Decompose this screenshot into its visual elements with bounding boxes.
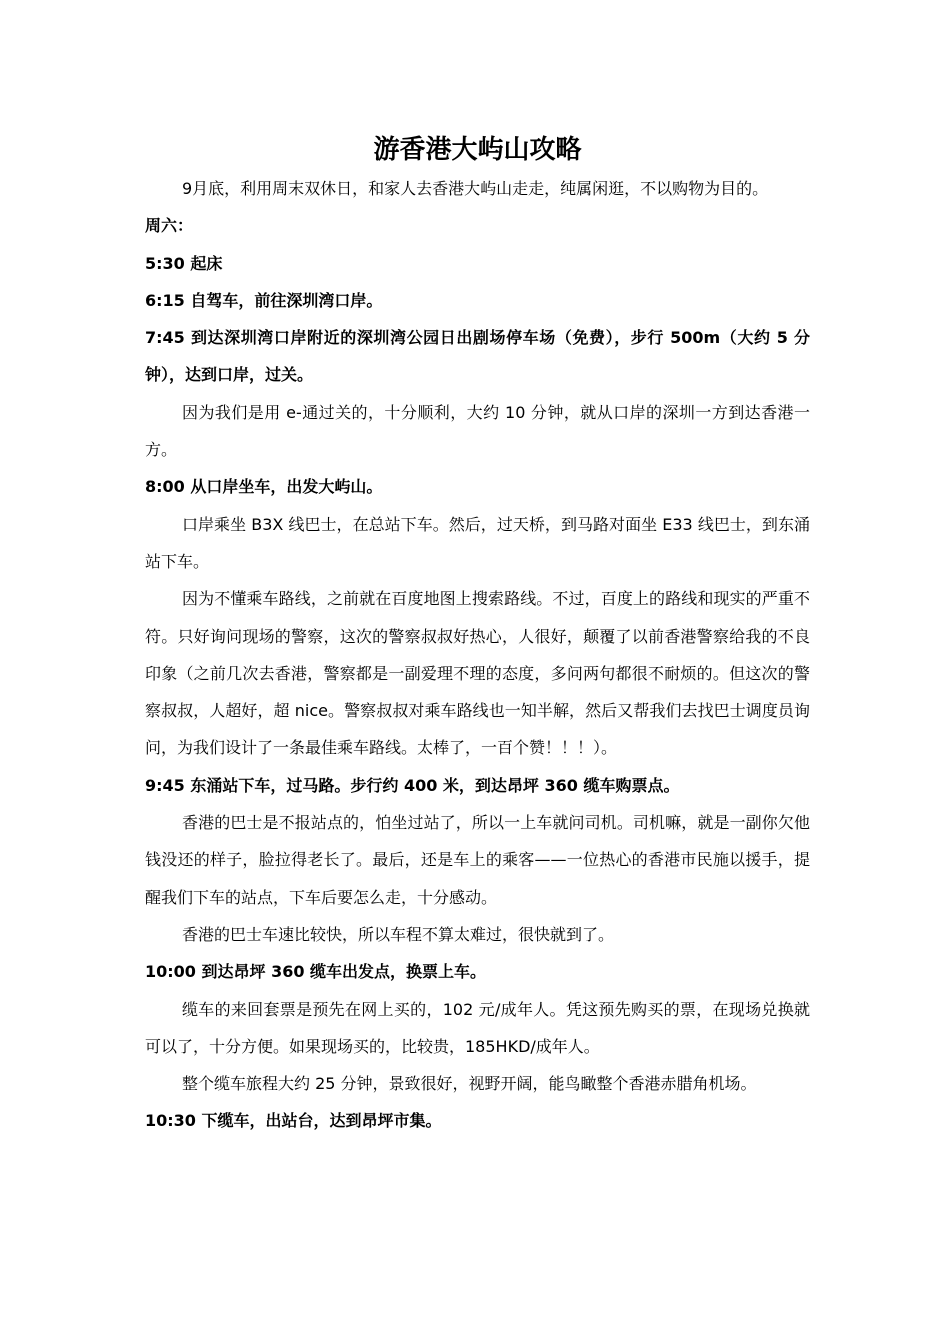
paragraph-bus-speed: 香港的巴士车速比较快，所以车程不算太难过，很快就到了。 [182, 924, 615, 944]
timeline-entry-0745: 7:45 到达深圳湾口岸附近的深圳湾公园日出剧场停车场（免费），步行 500m（大约 5 分钟），达到口岸，过关。 [145, 328, 810, 385]
paragraph-cable-ride: 整个缆车旅程大约 25 分钟，景致很好，视野开阔，能鸟瞰整个香港赤腊角机场。 [182, 1074, 757, 1094]
paragraph-bus-route: 口岸乘坐 B3X 线巴士，在总站下车。然后，过天桥，到马路对面坐 E33 线巴士，到东涌站下车。 [145, 514, 810, 571]
paragraph-customs: 因为我们是用 e-通过关的，十分顺利，大约 10 分钟，就从口岸的深圳一方到达香港一方。 [145, 402, 810, 460]
paragraph-intro: 9月底，利用周末双休日，和家人去香港大屿山走走，纯属闲逛，不以购物为目的。 [182, 179, 769, 198]
document-body [145, 130, 810, 1140]
timeline-entry-0615: 6:15 自驾车，前往深圳湾口岸。 [145, 290, 383, 310]
document-title: 游香港大屿山攻略 [373, 135, 582, 165]
timeline-entry-0800: 8:00 从口岸坐车，出发大屿山。 [145, 477, 383, 497]
timeline-entry-1030: 10:30 下缆车，出站台，达到昂坪市集。 [145, 1111, 442, 1131]
timeline-entry-0530: 5:30 起床 [145, 253, 223, 273]
section-heading-saturday: 周六： [145, 216, 194, 236]
paragraph-cable-ticket: 缆车的来回套票是预先在网上买的，102 元/成年人。凭这预先购买的票，在现场兑换就可以了，十分方便。如果现场买的，比较贵，185HKD/成年人。 [145, 999, 810, 1056]
timeline-entry-0945: 9:45 东涌站下车，过马路。步行约 400 米，到达昂坪 360 缆车购票点。 [145, 775, 680, 795]
timeline-entry-1000: 10:00 到达昂坪 360 缆车出发点，换票上车。 [145, 962, 487, 982]
paragraph-bus-driver: 香港的巴士是不报站点的，怕坐过站了，所以一上车就问司机。司机嘛，就是一副你欠他钱没还的样子，脸拉得老长了。最后，还是车上的乘客——一位热心的香港市民施以援手，提醒我们下车的站点，下车后要怎么走，十分感动。 [145, 813, 810, 907]
paragraph-police: 因为不懂乘车路线，之前就在百度地图上搜索路线。不过，百度上的路线和现实的严重不符。只好询问现场的警察，这次的警察叔叔好热心，人很好，颠覆了以前香港警察给我的不良印象（之前几次去香港，警察都是一副爱理不理的态度，多问两句都很不耐烦的。但这次的警察叔叔，人超好，超 nice。警察叔叔对乘车路线也一知半解，然后又帮我们去找巴士调度员询问，为我们设计了一条最佳乘车路线。太棒了，一百个赞！！！）。 [145, 589, 810, 758]
